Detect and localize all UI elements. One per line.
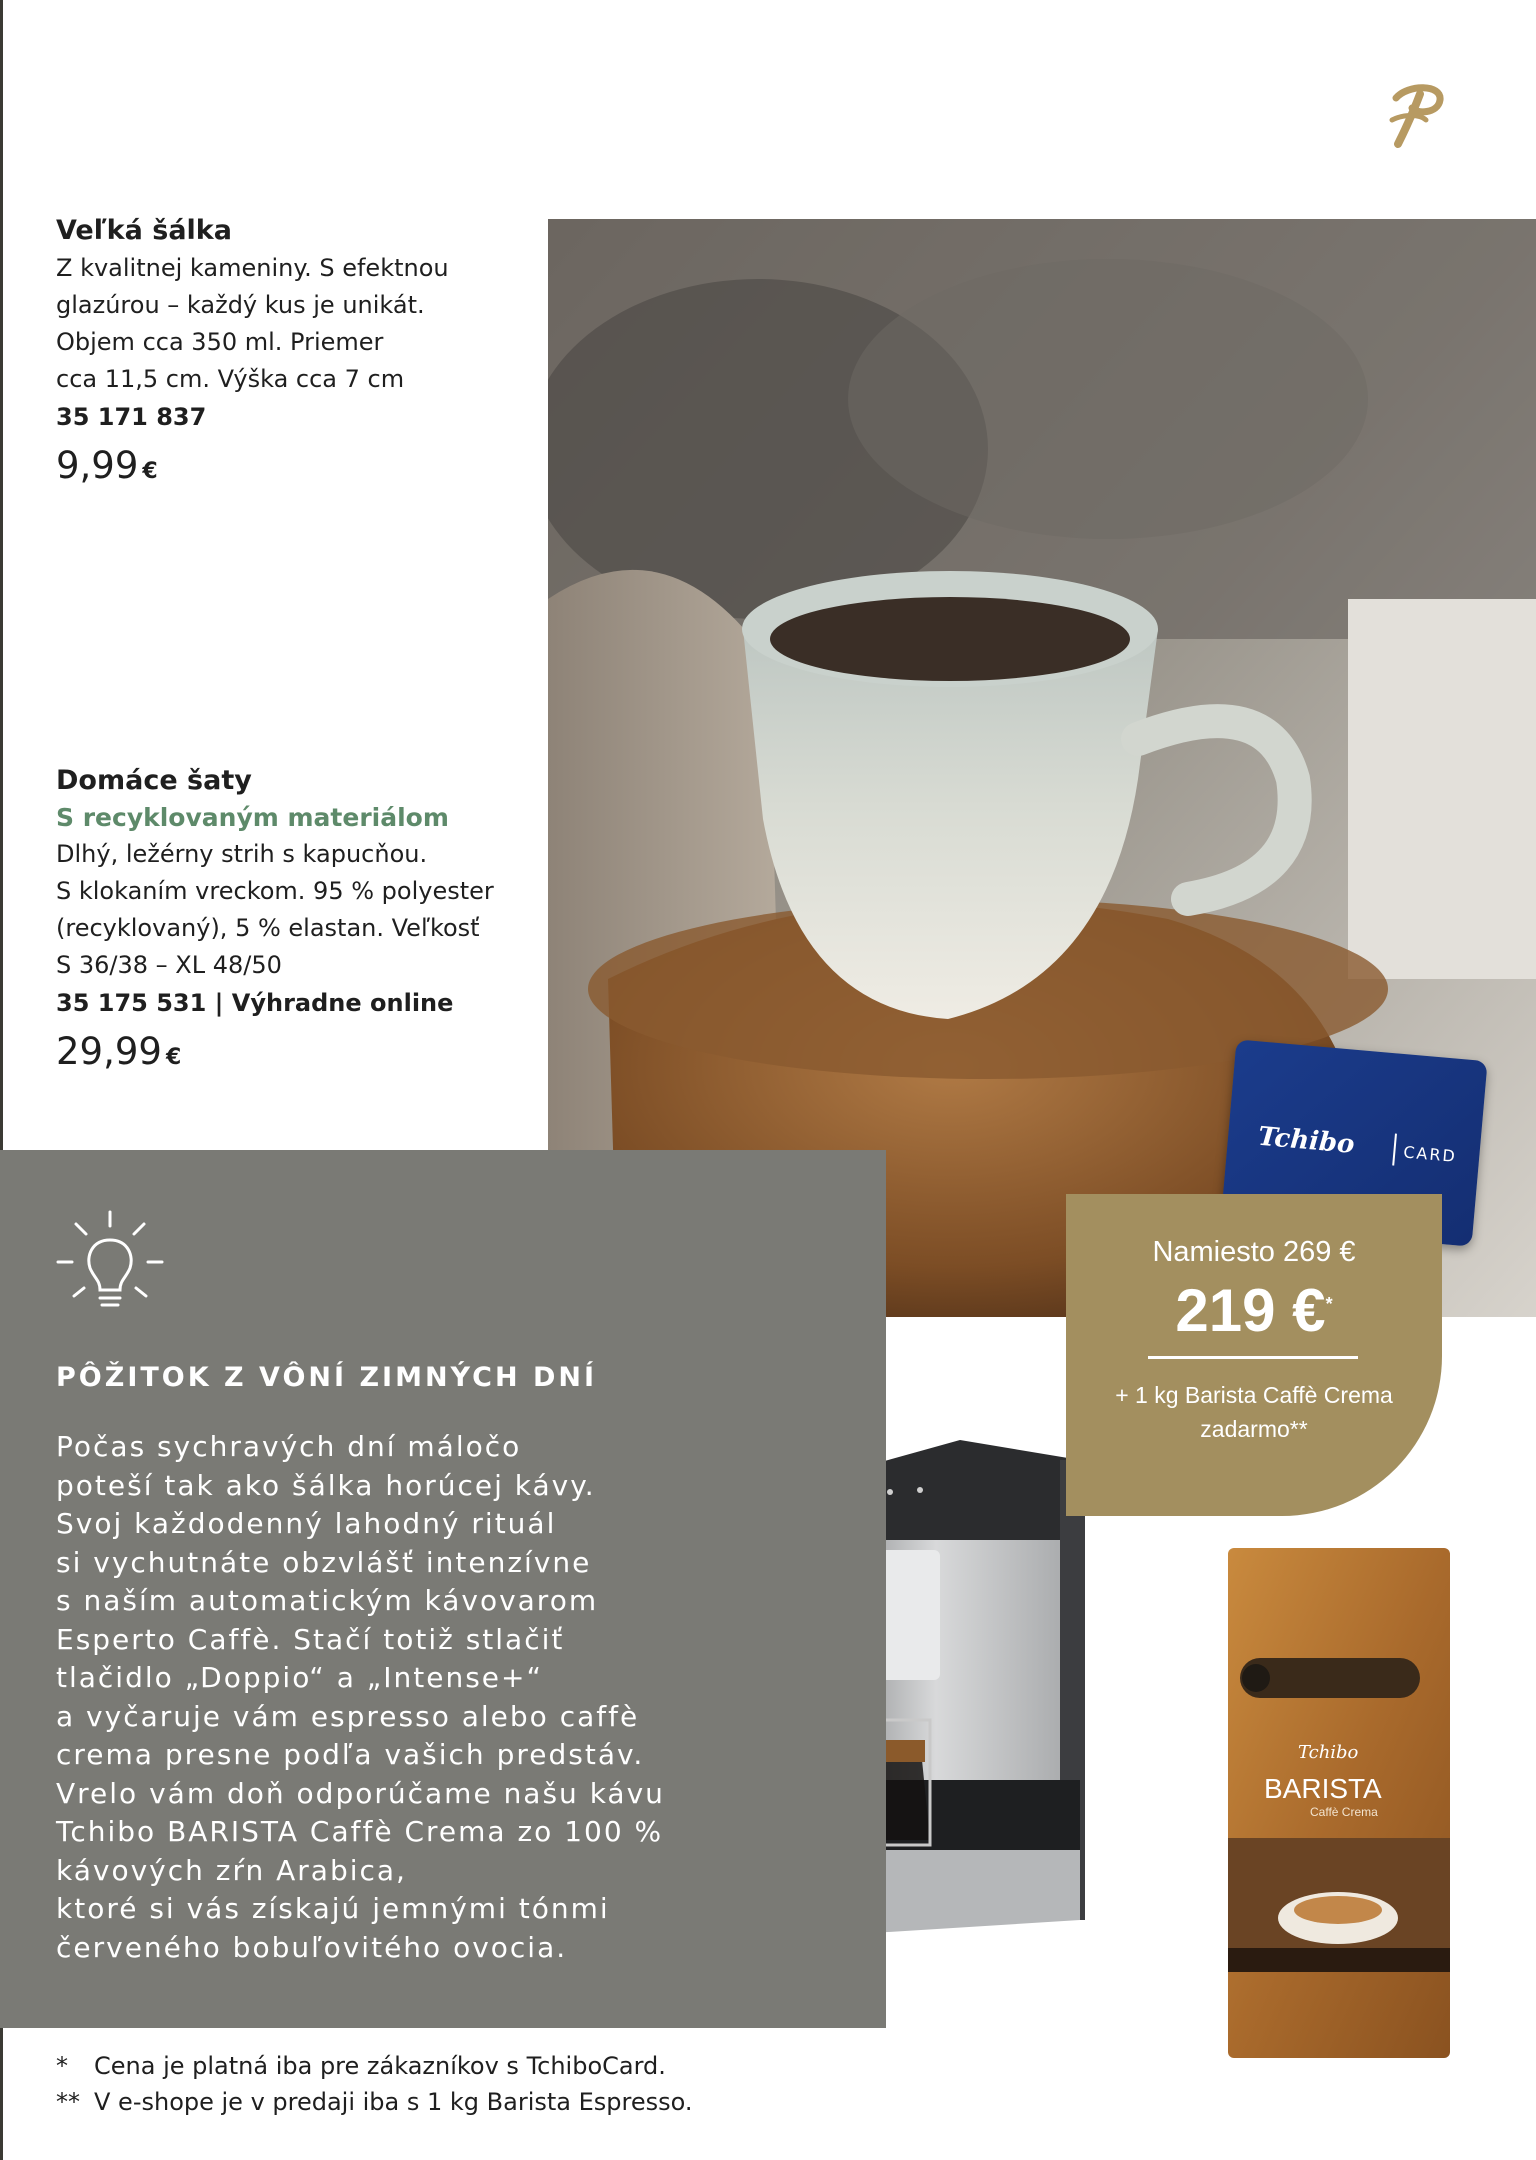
price-value: 9,99 <box>56 444 139 487</box>
price-offer-badge <box>1066 1194 1442 1516</box>
footnote-text: Cena je platná iba pre zákazníkov s TchiboCard. <box>94 2052 666 2080</box>
product-desc-line: (recyklovaný), 5 % elastan. Veľkosť <box>56 914 480 942</box>
currency: € <box>142 459 158 484</box>
product-desc-line: Objem cca 350 ml. Priemer <box>56 328 384 356</box>
lightbulb-icon <box>52 1204 168 1320</box>
product-code: 35 175 531 | Výhradne online <box>56 989 454 1017</box>
coffee-bag-photo <box>1228 1548 1450 2058</box>
product-cup <box>56 212 536 498</box>
footnotes <box>56 2048 693 2120</box>
card-separator <box>1392 1134 1397 1166</box>
product-price <box>56 440 536 498</box>
panel-title: PÔŽITOK Z VÔNÍ ZIMNÝCH DNÍ <box>56 1362 597 1393</box>
card-label: CARD <box>1402 1142 1458 1166</box>
new-price-mark: * <box>1325 1294 1333 1314</box>
product-desc-line: S klokaním vreckom. 95 % polyester <box>56 877 494 905</box>
footnote <box>56 2048 693 2084</box>
tchibo-logo-icon <box>1386 80 1448 150</box>
footnote-text: V e-shope je v predaji iba s 1 kg Barista Espresso. <box>94 2088 693 2116</box>
panel-body: Počas sychravých dní máločo poteší tak ako šálka horúcej kávy. Svoj každodenný lahodný rituál si vychutnáte obzvlášť intenzívne s naším automatickým kávovarom Esperto Caffè. Stačí totiž stlačiť tlačidlo „Doppio“ a „Intense+“ a vyčaruje vám espresso alebo caffè crema presne podľa vašich predstáv. Vrelo vám doň odporúčame našu kávu Tchibo BARISTA Caffè Crema zo 100 % kávových zŕn Arabica, ktoré si vás získajú jemnými tónmi červeného bobuľovitého ovocia. <box>56 1430 665 1964</box>
product-price <box>56 1026 536 1084</box>
footnote-mark: ** <box>56 2088 80 2116</box>
product-desc-line: Dlhý, ležérny strih s kapucňou. <box>56 840 428 868</box>
price-underline <box>1148 1356 1358 1359</box>
bag-brand: Tchibo <box>1298 1742 1359 1763</box>
card-brand: Tchibo <box>1256 1121 1356 1160</box>
product-desc-line: Z kvalitnej kameniny. S efektnou <box>56 254 449 282</box>
bag-variant: Caffè Crema <box>1310 1805 1378 1819</box>
product-title: Veľká šálka <box>56 215 232 246</box>
product-subtitle: S recyklovaným materiálom <box>56 803 449 832</box>
currency: € <box>165 1045 182 1070</box>
gift-text <box>1066 1378 1442 1446</box>
new-price-value: 219 € <box>1175 1277 1326 1344</box>
new-price <box>1066 1276 1442 1345</box>
bag-name: BARISTA <box>1264 1773 1382 1804</box>
product-dress <box>56 762 536 1084</box>
gift-line: zadarmo** <box>1200 1416 1308 1442</box>
product-desc-line: S 36/38 – XL 48/50 <box>56 951 282 979</box>
gift-line: + 1 kg Barista Caffè Crema <box>1115 1382 1393 1408</box>
product-title: Domáce šaty <box>56 765 252 796</box>
product-desc-line: cca 11,5 cm. Výška cca 7 cm <box>56 365 405 393</box>
old-price: Namiesto 269 € <box>1152 1236 1356 1268</box>
product-desc-line: glazúrou – každý kus je unikát. <box>56 291 425 319</box>
product-code: 35 171 837 <box>56 403 207 431</box>
footnote <box>56 2084 693 2120</box>
footnote-mark: * <box>56 2052 68 2080</box>
price-value: 29,99 <box>56 1030 162 1073</box>
